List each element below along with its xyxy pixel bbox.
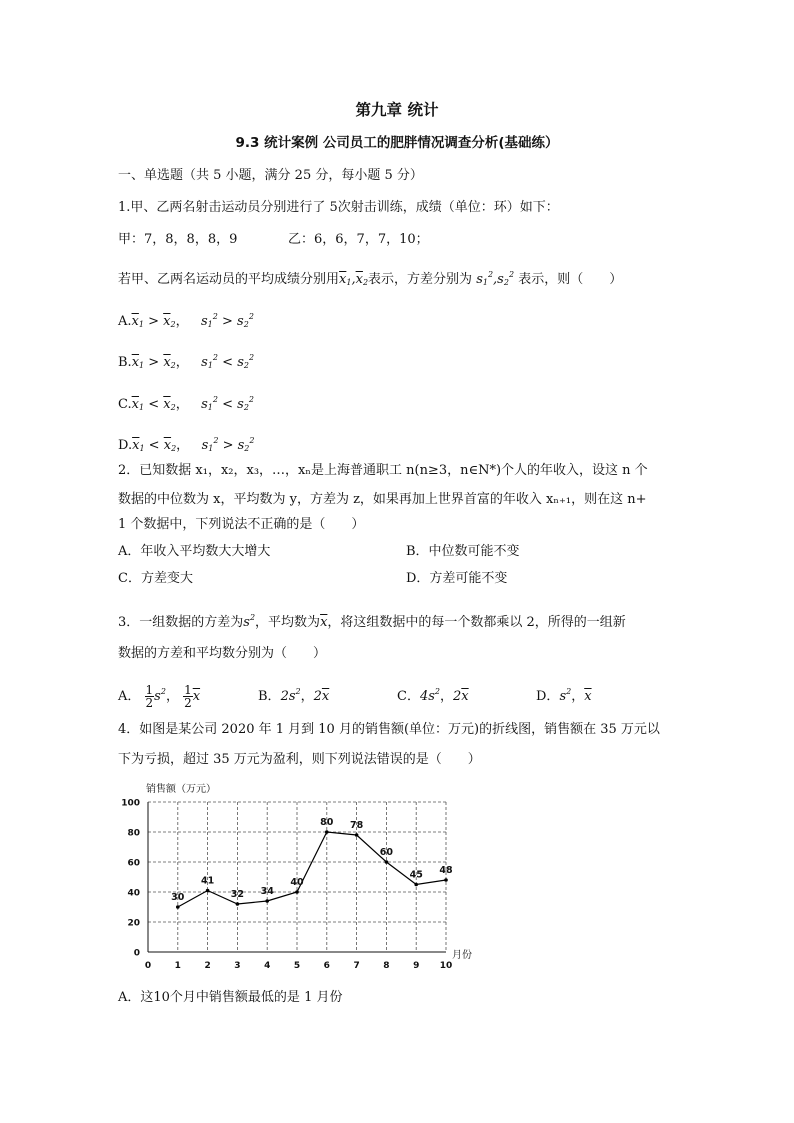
q1-variance-symbols: $s_1^2,s_2^2$ <box>476 270 515 287</box>
x-tick-label: 5 <box>293 961 301 968</box>
chart-series <box>176 830 448 909</box>
q3-option-c: C．$4s^2$，$2\overline{x}$ <box>397 687 469 704</box>
q4-option-a: A．这10个月中销售额最低的是 1 月份 <box>118 990 343 1005</box>
q2-line-3: 1 个数据中，下列说法不正确的是（ ） <box>118 517 365 532</box>
x-tick-label: 6 <box>323 961 330 968</box>
q1-ask-3: 表示，则（ ） <box>518 272 623 287</box>
x-tick-label: 7 <box>353 961 360 968</box>
section-title: 9.3 统计案例 公司员工的肥胖情况调查分析(基础练） <box>235 135 559 151</box>
data-label: 34 <box>260 886 274 897</box>
chapter-title: 第九章 统计 <box>355 101 439 119</box>
y-tick-label: 60 <box>127 858 140 869</box>
q3-line-1: 3．一组数据的方差为$s^2$，平均数为$\overline{x}$，将这组数据中的每一个数都乘以 2，所得的一组新 <box>118 613 626 630</box>
y-tick-label: 80 <box>127 828 140 839</box>
x-tick-label: 9 <box>413 961 420 968</box>
q2-option-c: C．方差变大 <box>118 571 193 586</box>
sales-series-line <box>178 832 446 907</box>
data-label: 40 <box>290 877 304 888</box>
y-tick-label: 0 <box>133 948 140 959</box>
q2-line-2: 数据的中位数为 x，平均数为 y，方差为 z，如果再加上世界首富的年收入 xₙ₊₁，则在这 n+ <box>118 492 647 507</box>
data-point <box>355 833 359 837</box>
data-point <box>206 889 210 893</box>
data-label: 41 <box>200 875 215 887</box>
data-point <box>176 905 180 909</box>
q2-option-d: D．方差可能不变 <box>406 571 508 586</box>
q3-option-a: A． $\frac{1}{2}$ $s^2$， $\frac{1}{2}$ $\overline{x}$ <box>118 683 201 710</box>
q1-question <box>118 267 622 291</box>
x-tick-label: 4 <box>264 961 271 968</box>
data-point <box>414 883 418 887</box>
q2-line-1: 2．已知数据 x₁，x₂，x₃，…，xₙ是上海普通职工 n(n≥3，n∈N*)个人的年收入，设这 n 个 <box>118 463 648 478</box>
q3-line-2: 数据的方差和平均数分别为（ ） <box>118 646 327 661</box>
data-point <box>265 899 269 903</box>
chart-ticks <box>121 799 452 969</box>
data-point <box>295 890 299 894</box>
chart-data-labels <box>171 817 453 903</box>
x-tick-label: 1 <box>174 961 181 968</box>
data-label: 48 <box>439 865 453 876</box>
q1-mean-symbols: $\overline{x}_1,\overline{x}_2$ <box>339 272 369 287</box>
q1-option-a: $A.\overline{x}_1 > \overline{x}_2$， $s_1^2 > s_2^2$ <box>118 312 254 329</box>
q1-data-b: 乙：6，6，7，7，10； <box>288 232 429 247</box>
q3-option-d: D．$s^2$，$\overline{x}$ <box>536 687 592 704</box>
data-label: 60 <box>379 847 394 858</box>
q1-option-c: $C.\overline{x}_1 < \overline{x}_2$， $s_1^2 < s_2^2$ <box>118 395 254 412</box>
y-tick-label: 40 <box>127 888 140 899</box>
y-tick-label: 100 <box>121 798 140 809</box>
data-point <box>236 902 240 906</box>
q2-option-b: B．中位数可能不变 <box>406 544 520 559</box>
sales-line-chart <box>110 778 490 968</box>
data-point <box>444 878 448 882</box>
q2-option-a: A．年收入平均数大大增大 <box>118 544 271 559</box>
data-point <box>325 830 329 834</box>
x-tick-label: 2 <box>204 961 211 968</box>
x-axis-title: 月份 <box>452 950 472 961</box>
data-label: 32 <box>230 889 245 900</box>
data-label: 45 <box>409 869 423 881</box>
x-tick-label: 0 <box>144 961 152 968</box>
q1-option-b: $B.\overline{x}_1 > \overline{x}_2$， $s_1^2 < s_2^2$ <box>118 353 255 370</box>
y-tick-label: 20 <box>127 918 140 929</box>
x-tick-label: 10 <box>439 961 453 968</box>
x-tick-label: 3 <box>234 961 241 968</box>
q1-option-d: $D.\overline{x}_1 < \overline{x}_2$， $s_1^2 > s_2^2$ <box>118 436 255 453</box>
part-heading: 一、单选题（共 5 小题，满分 25 分，每小题 5 分） <box>118 168 423 183</box>
data-label: 80 <box>320 817 334 828</box>
x-tick-label: 8 <box>383 961 390 968</box>
data-point <box>385 860 389 864</box>
q4-line-2: 下为亏损，超过 35 万元为盈利，则下列说法错误的是（ ） <box>118 752 481 767</box>
q1-ask-1: 若甲、乙两名运动员的平均成绩分别用 <box>118 272 340 287</box>
q1-stem: 1.甲、乙两名射击运动员分别进行了 5次射击训练，成绩（单位：环）如下： <box>118 200 559 215</box>
data-label: 30 <box>171 892 185 903</box>
q3-option-b: B．$2s^2$，$2\overline{x}$ <box>258 687 330 704</box>
y-axis-title: 销售额（万元） <box>146 784 216 795</box>
q4-line-1: 4．如图是某公司 2020 年 1 月到 10 月的销售额(单位：万元)的折线图，销售额在 35 万元以 <box>118 722 660 737</box>
data-label: 78 <box>349 820 364 831</box>
q1-data-a: 甲：7，8，8，8，9 <box>118 232 238 247</box>
q1-ask-2: 表示，方差分别为 <box>368 272 473 287</box>
